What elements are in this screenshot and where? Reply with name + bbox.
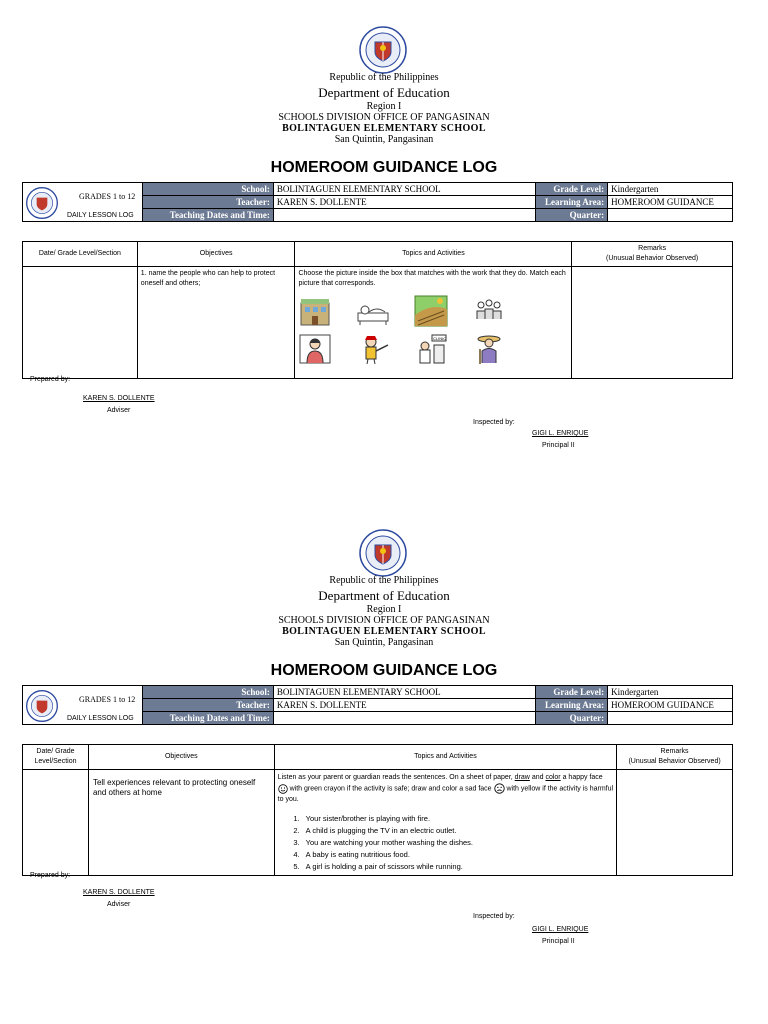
dll-label: DAILY LESSON LOG [67, 212, 134, 219]
learning-area-label: Learning Area: [536, 196, 608, 209]
grades-label: GRADES 1 to 12 [79, 695, 136, 704]
remarks-cell [617, 770, 733, 876]
remarks-title: Remarks [660, 748, 689, 755]
happy-face-icon [278, 784, 288, 794]
picture-grid [298, 295, 568, 365]
list-item: 5. A girl is holding a pair of scissors while running. [302, 861, 613, 873]
school-value: BOLINTAGUEN ELEMENTARY SCHOOL [273, 183, 535, 196]
teaching-dates-label: Teaching Dates and Time: [143, 712, 274, 725]
info-table [22, 182, 733, 222]
principal-name: GIGI L. ENRIQUE [532, 430, 589, 437]
quarter-value [608, 209, 733, 222]
region-text: Region I [366, 604, 402, 615]
page-title: HOMEROOM GUIDANCE LOG [270, 662, 498, 679]
quarter-label: Quarter: [536, 209, 608, 222]
list-item: 1. Your sister/brother is playing with fire. [302, 813, 613, 825]
col-objectives-header: Objectives [137, 242, 295, 267]
school-label: School: [143, 183, 274, 196]
grades-label: GRADES 1 to 12 [79, 192, 136, 201]
deped-seal-icon [26, 187, 58, 219]
adviser-title: Adviser [107, 901, 131, 908]
instruction-part: a happy face [562, 774, 603, 781]
log-page-1 [0, 0, 768, 500]
quarter-value [608, 712, 733, 725]
building-icon [298, 295, 332, 327]
activity-cell [274, 770, 616, 876]
principal-name: GIGI L. ENRIQUE [532, 926, 589, 933]
instruction-color: color [545, 774, 561, 781]
info-table [22, 685, 733, 725]
teaching-dates-value [273, 209, 535, 222]
division-text: SCHOOLS DIVISION OFFICE OF PANGASINAN [278, 112, 490, 123]
division-text: SCHOOLS DIVISION OFFICE OF PANGASINAN [278, 615, 490, 626]
farmer-icon [472, 333, 506, 365]
log-table [22, 241, 733, 379]
inspected-by-label: Inspected by: [473, 419, 515, 426]
col-remarks-header [617, 745, 733, 770]
teacher-value: KAREN S. DOLLENTE [273, 196, 535, 209]
deped-seal-icon [359, 529, 407, 577]
learning-area-value: HOMEROOM GUIDANCE [608, 196, 733, 209]
prepared-by-label: Prepared by: [30, 376, 71, 383]
principal-title: Principal II [542, 938, 575, 945]
teaching-dates-label: Teaching Dates and Time: [143, 209, 274, 222]
remarks-title: Remarks [638, 245, 667, 252]
prepared-by-label: Prepared by: [30, 872, 71, 879]
remarks-cell [572, 267, 733, 379]
location-text: San Quintin, Pangasinan [334, 134, 434, 145]
grade-level-label: Grade Level: [536, 183, 608, 196]
department-text: Department of Education [318, 588, 450, 603]
col-date-header: Date/ Grade Level/Section [23, 745, 89, 770]
quarter-label: Quarter: [536, 712, 608, 725]
instruction-part: with green crayon if the activity is safe; draw and color a sad face [289, 785, 492, 793]
col-remarks-header [572, 242, 733, 267]
col-topics-header: Topics and Activities [295, 242, 572, 267]
dll-label: DAILY LESSON LOG [67, 715, 134, 722]
deped-seal-icon [26, 690, 58, 722]
svg-text:CLINIC: CLINIC [433, 336, 447, 341]
list-item: 3. You are watching your mother washing the dishes. [302, 837, 613, 849]
school-label: School: [143, 686, 274, 699]
clinic-doctor-icon [414, 333, 448, 365]
instruction-part: with yellow if the activity is harmful to you. [277, 785, 614, 804]
inspected-by-label: Inspected by: [473, 913, 515, 920]
instruction-and: and [531, 774, 544, 781]
teacher-label: Teacher: [143, 196, 274, 209]
department-text: Department of Education [318, 85, 450, 100]
grade-level-value: Kindergarten [608, 686, 733, 699]
instruction-part: Listen as your parent or guardian reads the sentences. On a sheet of paper, [277, 774, 513, 781]
col-date-header: Date/ Grade Level/Section [23, 242, 138, 267]
col-objectives-header: Objectives [88, 745, 274, 770]
teaching-dates-value [273, 712, 535, 725]
grade-level-value: Kindergarten [608, 183, 733, 196]
teacher-value: KAREN S. DOLLENTE [273, 699, 535, 712]
family-icon [472, 295, 506, 327]
teacher-label: Teacher: [143, 699, 274, 712]
log-page-2 [0, 503, 768, 1024]
republic-text: Republic of the Philippines [329, 72, 439, 83]
school-name-text: BOLINTAGUEN ELEMENTARY SCHOOL [282, 626, 486, 637]
sick-person-icon [356, 295, 390, 327]
school-name-text: BOLINTAGUEN ELEMENTARY SCHOOL [282, 123, 486, 134]
school-value: BOLINTAGUEN ELEMENTARY SCHOOL [273, 686, 535, 699]
objective-cell: Tell experiences relevant to protecting oneself and others at home [88, 770, 274, 876]
instructions-text [278, 772, 613, 805]
farm-field-icon [414, 295, 448, 327]
date-cell [23, 267, 138, 379]
col-topics-header: Topics and Activities [274, 745, 616, 770]
remarks-subtitle: (Unusual Behavior Observed) [606, 255, 699, 262]
activity-cell [295, 267, 572, 379]
activity-text: Choose the picture inside the box that matches with the work that they do. Match each picture that corresponds. [298, 270, 566, 287]
adviser-name: KAREN S. DOLLENTE [83, 889, 155, 896]
objective-cell: 1. name the people who can help to protect oneself and others; [137, 267, 295, 379]
grade-level-label: Grade Level: [536, 686, 608, 699]
info-logo-cell [23, 686, 143, 725]
firefighter-icon [356, 333, 390, 365]
sad-face-icon [494, 783, 505, 794]
adviser-title: Adviser [107, 407, 131, 414]
location-text: San Quintin, Pangasinan [334, 637, 434, 648]
deped-seal-icon [359, 26, 407, 74]
list-item: 4. A baby is eating nutritious food. [302, 849, 613, 861]
remarks-subtitle: (Unusual Behavior Observed) [628, 758, 721, 765]
activity-list [302, 813, 613, 873]
principal-title: Principal II [542, 442, 575, 449]
log-table [22, 744, 733, 876]
region-text: Region I [366, 101, 402, 112]
adviser-name: KAREN S. DOLLENTE [83, 395, 155, 402]
info-logo-cell [23, 183, 143, 222]
instruction-draw: draw [514, 774, 530, 781]
republic-text: Republic of the Philippines [329, 575, 439, 586]
page-title: HOMEROOM GUIDANCE LOG [270, 159, 498, 176]
woman-icon [298, 333, 332, 365]
list-item: 2. A child is plugging the TV in an electric outlet. [302, 825, 613, 837]
learning-area-label: Learning Area: [536, 699, 608, 712]
learning-area-value: HOMEROOM GUIDANCE [608, 699, 733, 712]
date-cell [23, 770, 89, 876]
